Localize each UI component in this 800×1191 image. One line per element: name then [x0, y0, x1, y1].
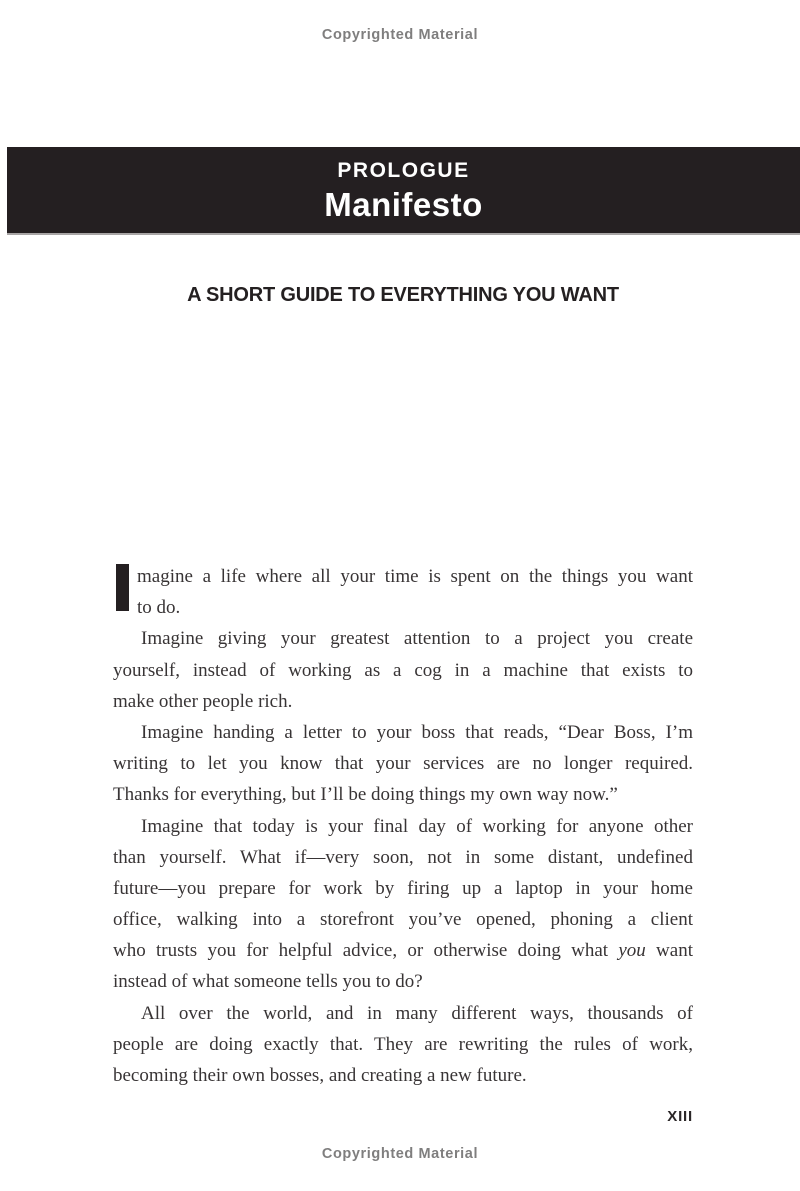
copyright-notice-bottom: Copyrighted Material	[321, 1146, 479, 1162]
section-subheading: A SHORT GUIDE TO EVERYTHING YOU WANT	[187, 284, 619, 306]
body-line: writing to let you know that your services are no longer required.	[113, 753, 693, 775]
body-line: people are doing exactly that. They are rewriting the rules of work,	[113, 1033, 693, 1055]
body-line: to do.	[137, 597, 181, 619]
body-line: future—you prepare for work by firing up a laptop in your home	[113, 877, 693, 899]
body-line: Imagine that today is your final day of working for anyone other	[141, 815, 693, 837]
body-line: All over the world, and in many different ways, thousands of	[141, 1002, 693, 1024]
body-text-block	[113, 561, 693, 1091]
body-line: Imagine handing a letter to your boss that reads, “Dear Boss, I’m	[141, 721, 693, 743]
body-line: Thanks for everything, but I’ll be doing things my own way now.”	[113, 784, 618, 806]
body-line: office, walking into a storefront you’ve opened, phoning a client	[113, 909, 693, 931]
chapter-title: Manifesto	[324, 186, 483, 223]
drop-cap-letter	[116, 564, 129, 611]
body-line-segment: want	[645, 940, 693, 962]
copyright-notice-top: Copyrighted Material	[321, 27, 479, 43]
body-line: magine a life where all your time is spent on the things you want	[137, 566, 693, 587]
body-line: becoming their own bosses, and creating a new future.	[113, 1065, 527, 1086]
body-line: than yourself. What if—very soon, not in some distant, undefined	[113, 846, 693, 868]
chapter-kicker: PROLOGUE	[337, 159, 470, 182]
body-line-segment: who trusts you for helpful advice, or otherwise doing what	[113, 940, 619, 962]
body-line-italic-word: you	[618, 940, 646, 962]
body-line: instead of what someone tells you to do?	[113, 971, 423, 993]
body-line: yourself, instead of working as a cog in a machine that exists to	[113, 659, 693, 681]
body-line: Imagine giving your greatest attention to a project you create	[141, 628, 693, 650]
chapter-banner	[7, 147, 800, 235]
body-line: make other people rich.	[113, 690, 293, 712]
body-line-with-italic	[113, 935, 693, 966]
page-number: XIII	[667, 1108, 693, 1125]
